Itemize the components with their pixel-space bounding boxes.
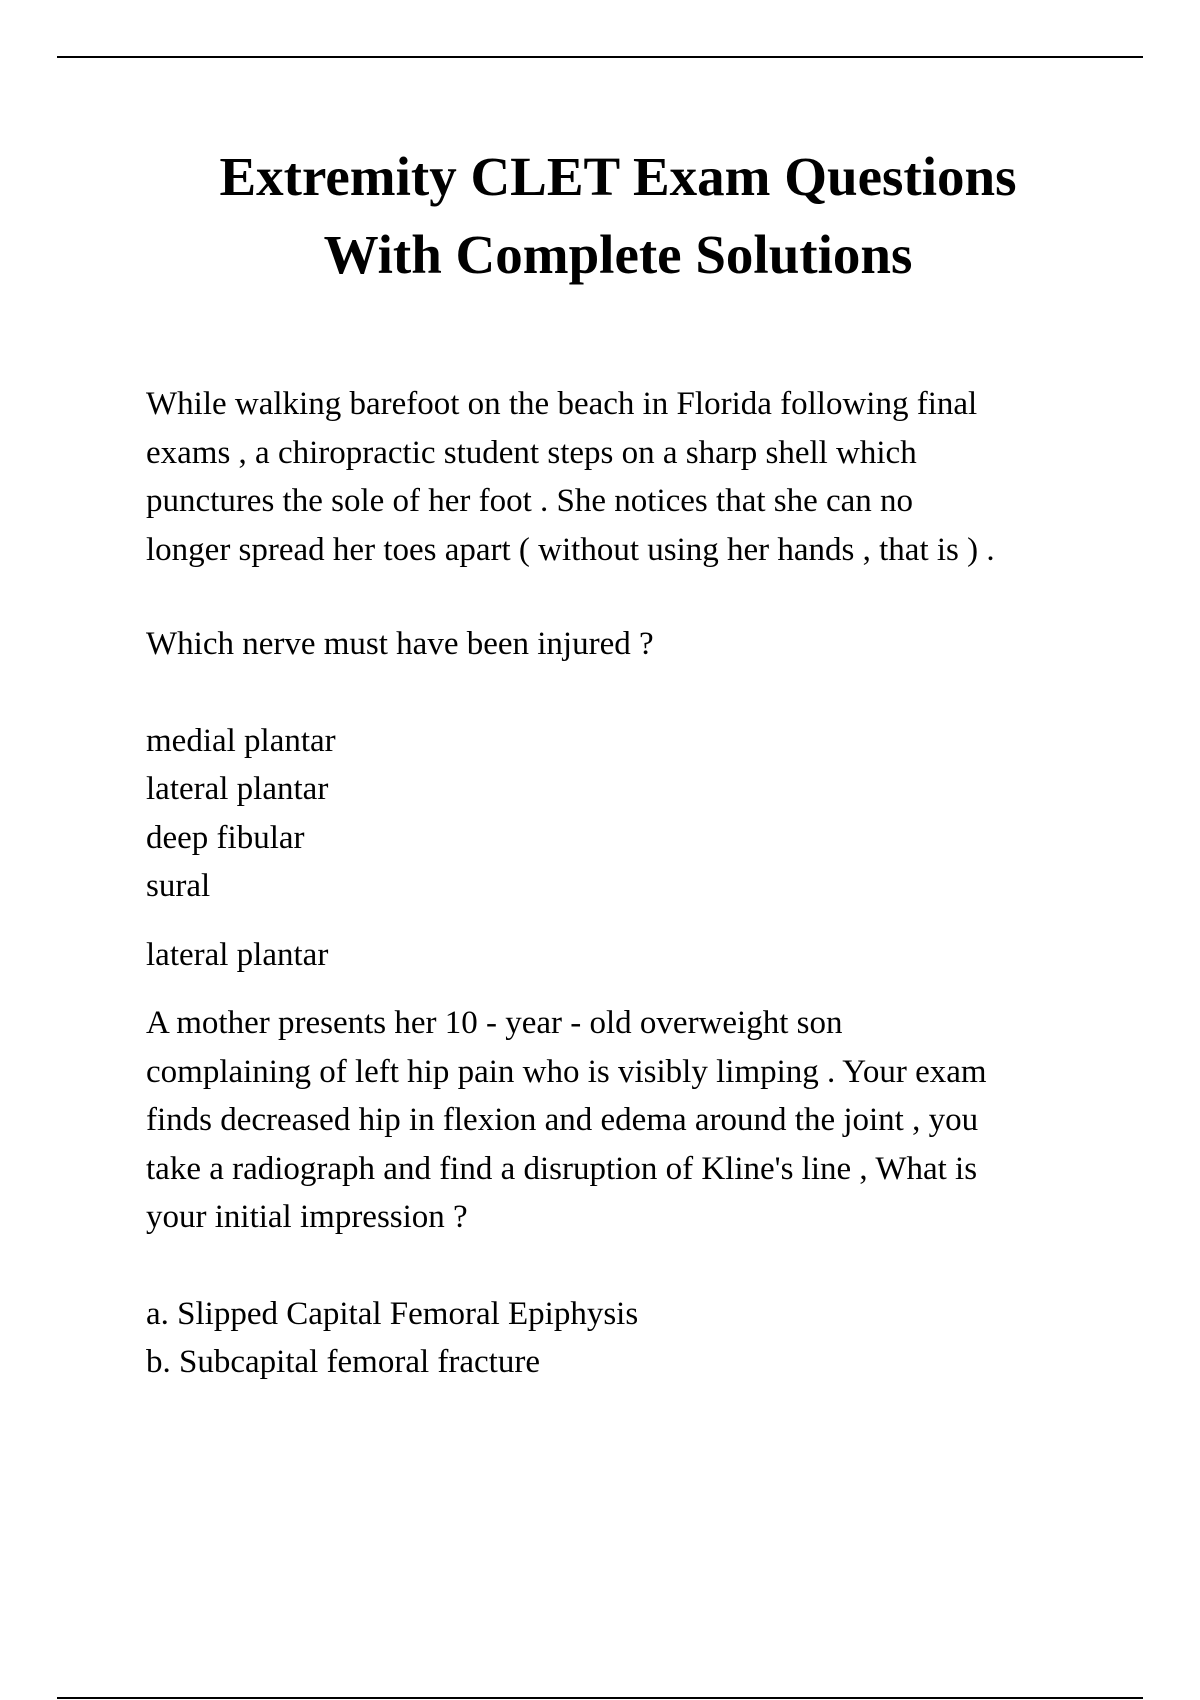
question-1-answer (146, 931, 1106, 980)
title-line-1: Extremity CLET Exam Questions (219, 146, 1017, 207)
question-2-stem-line: finds decreased hip in flexion and edema around the joint , you (146, 1102, 979, 1138)
question-1-stem-line: exams , a chiropractic student steps on a sharp shell which (146, 434, 917, 471)
question-1-options (146, 717, 1106, 911)
question-2-stem-line: your initial impression ? (146, 1199, 468, 1235)
question-2-stem-line: take a radiograph and find a disruption of Kline's line , What is (146, 1150, 978, 1187)
bottom-rule (57, 1697, 1143, 1699)
question-2-option: b. Subcapital femoral fracture (146, 1344, 540, 1380)
question-1-stem (146, 380, 1106, 574)
question-2-option: a. Slipped Capital Femoral Epiphysis (146, 1295, 639, 1332)
question-2-stem-line: complaining of left hip pain who is visibly limping . Your exam (146, 1053, 987, 1090)
document-body (146, 380, 1106, 1387)
top-rule (57, 56, 1143, 58)
question-1-answer-text: lateral plantar (146, 936, 329, 973)
question-2-stem (146, 999, 1106, 1242)
question-1-option: medial plantar (146, 722, 336, 759)
question-1-option: lateral plantar (146, 771, 329, 807)
title-line-2: With Complete Solutions (323, 224, 913, 285)
question-1-option: sural (146, 868, 211, 904)
question-1-option: deep fibular (146, 819, 305, 856)
document-title (0, 138, 1200, 294)
question-2-options (146, 1290, 1106, 1387)
question-1-stem-line: punctures the sole of her foot . She notices that she can no (146, 483, 914, 519)
question-1-prompt-text: Which nerve must have been injured ? (146, 626, 654, 662)
question-1-stem-line: While walking barefoot on the beach in Florida following final (146, 386, 978, 422)
question-2-stem-line: A mother presents her 10 - year - old overweight son (146, 1005, 843, 1041)
question-1-stem-line: longer spread her toes apart ( without using her hands , that is ) . (146, 531, 995, 568)
question-1-prompt (146, 620, 1106, 669)
